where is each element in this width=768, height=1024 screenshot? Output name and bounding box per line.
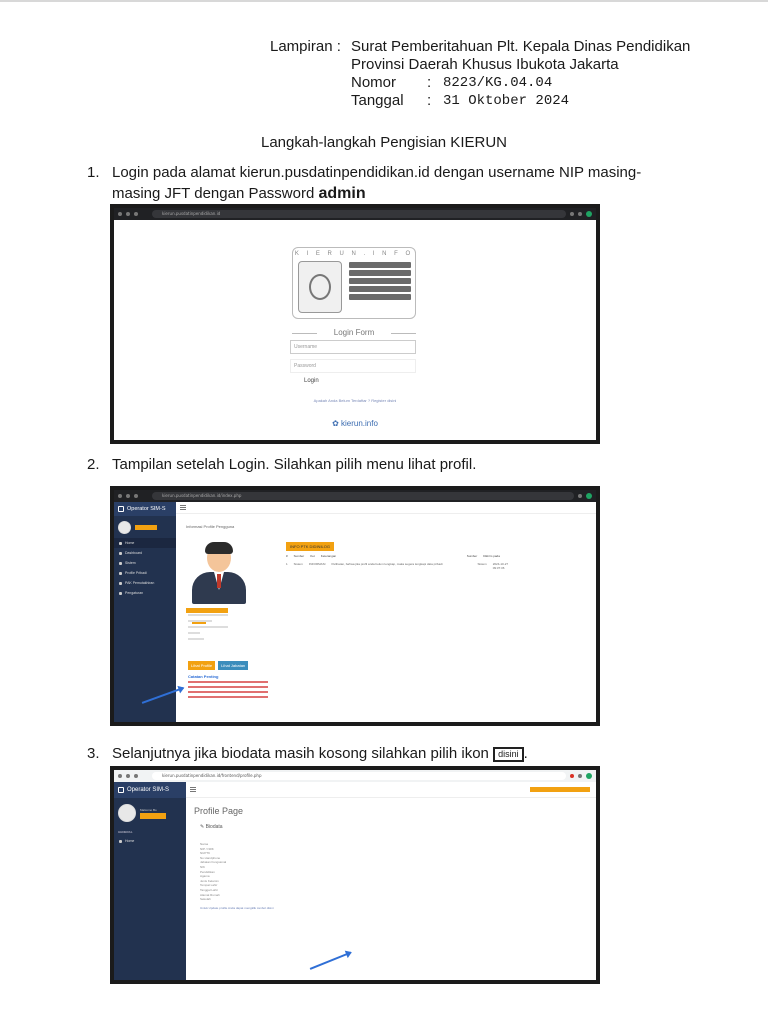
register-link: Apakah Anda Belum Terdaftar ? Register disini [313,398,397,403]
redacted-name [186,608,228,613]
step-number: 1. [87,164,100,181]
info-table-header: # Sumber Ket Keterangan Sumber Dikirim pada [286,554,500,558]
translate-icon [570,212,574,216]
avatar [118,804,136,822]
admin-app [114,782,596,980]
profile-screenshot [110,766,600,984]
redacted-id [140,813,166,819]
lihat-jabatan-button: Lihat Jabatan [218,661,248,670]
nomor-value: 8223/KG.04.04 [443,75,553,91]
main-panel [176,502,596,722]
sidebar-user [114,798,186,828]
step-text [112,162,641,204]
page-heading: Informasi Profile Pengguna [186,524,235,529]
lampiran-line1: Surat Pemberitahuan Plt. Kepala Dinas Pendidikan [351,38,691,55]
catatan-list [188,681,268,698]
step-1-line2: masing JFT dengan Password admin [112,185,366,202]
forward-icon [126,774,130,778]
back-icon [118,494,122,498]
profile-avatar-icon [586,773,592,779]
nav-section-label: GENERAL [118,830,133,834]
profile-buttons [188,661,248,670]
address-bar: kierun.pusdatinpendidikan.id/frontend/profile.php [152,772,566,780]
back-icon [118,212,122,216]
sidebar [114,502,176,722]
password-input: Password [290,359,416,373]
sidebar-brand: Operator SIM-S [114,782,186,798]
browser-toolbar [114,770,596,782]
sidebar-item-profile: Profile Pribadi [114,568,176,578]
sidebar-item-pengaturan: Pengaturan [114,588,176,598]
lampiran-label: Lampiran : [270,38,341,55]
nomor-sep: : [427,74,432,91]
logo-lines [349,262,411,302]
tanggal-sep: : [427,92,432,109]
biodata-fields: Nama NIP / NRK NUPTK No Handphone Jabatan Fungsional NIK Pendidikan Agama Jenis Kelamin Tempat Lahir Tanggal Lahir Alamat Rumah Sekolah [200,842,227,902]
sidebar-item-pak: PAK Pemutakhiran [114,578,176,588]
profile-avatar-icon [586,493,592,499]
logo-header-text: K I E R U N . I N F O [294,251,414,257]
browser-toolbar [114,208,596,220]
footer-brand: ✿ kierun.info [332,419,378,428]
sidebar-item-sistem: Sistem [114,558,176,568]
step-number: 3. [87,745,100,762]
forward-icon [126,212,130,216]
info-table-row: 1 Sistem INFORMASI Pelihatan, bahwa jika profil anda belum lengkap, maka segera lengkapi data pribadi Sistem 2024-10-27 09:37:36 [286,562,509,570]
biodata-tab: ✎ Biodata [200,824,223,830]
login-button: Login [304,378,319,384]
profile-avatar-icon [586,211,592,217]
avatar [118,521,131,534]
disini-icon: disini [493,747,524,762]
tanggal-label: Tanggal [351,92,404,109]
sidebar [114,782,186,980]
step-3 [87,743,687,765]
lampiran-line2: Provinsi Daerah Khusus Ibukota Jakarta [351,56,619,73]
monitor-icon [118,506,124,512]
kierun-logo [292,247,416,319]
browser-toolbar [114,490,596,502]
login-form-title: Login Form [292,328,416,337]
catatan-title: Catatan Penting [188,674,219,679]
login-screenshot [110,204,600,444]
search-icon [578,494,582,498]
update-note: Untuk Update profile Anda dapat mengklik tombol disini [200,906,274,910]
nomor-label: Nomor [351,74,397,91]
step-1 [87,162,687,206]
monitor-icon [118,787,124,793]
profile-detail-lines [188,614,228,640]
dashboard-page [114,502,596,722]
top-rule [0,0,768,2]
user-name: Malcomo Bo [140,807,157,812]
letter-header [270,38,690,110]
reload-icon [134,774,138,778]
address-bar: kierun.pusdatinpendidikan.id [152,210,566,218]
lihat-profile-button: Lihat Profile [188,661,215,670]
back-icon [118,774,122,778]
forward-icon [126,494,130,498]
profile-page [114,782,596,980]
menu-icon [190,787,196,793]
sidebar-item-dashboard: Dashboard [114,548,176,558]
topbar [176,502,596,514]
info-badge: INFO PTK DIDINILOG [286,542,334,551]
record-icon [570,774,574,778]
dashboard-screenshot [110,486,600,726]
document-title: Langkah-langkah Pengisian KIERUN [261,134,507,151]
logo-photo-icon [298,261,342,313]
sidebar-item-home: Home [114,836,186,846]
main-panel [186,782,596,980]
topbar [186,782,596,798]
user-photo [190,542,248,604]
reload-icon [134,212,138,216]
admin-app [114,502,596,722]
reload-icon [134,494,138,498]
menu-icon [180,505,186,511]
address-bar: kierun.pusdatinpendidikan.id/index.php [152,492,574,500]
username-input: Username [290,340,416,354]
redacted-name [135,525,157,530]
step-2 [87,454,687,476]
sidebar-brand: Operator SIM-S [114,502,176,516]
sidebar-user-info [140,808,166,819]
sidebar-user [114,516,176,538]
step-text: Tampilan setelah Login. Silahkan pilih menu lihat profil. [112,456,477,473]
redacted-user [530,787,590,792]
login-page [114,220,596,440]
step-text: Selanjutnya jika biodata masih kosong silahkan pilih ikon disini . [112,745,528,762]
star-icon [578,212,582,216]
step-number: 2. [87,456,100,473]
download-icon [578,774,582,778]
tanggal-value: 31 Oktober 2024 [443,93,570,109]
page-title: Profile Page [194,806,244,816]
step-1-line1: Login pada alamat kierun.pusdatinpendidikan.id dengan username NIP masing- [112,164,642,181]
sidebar-item-home: Home [114,538,176,548]
password-value: admin [318,185,366,202]
